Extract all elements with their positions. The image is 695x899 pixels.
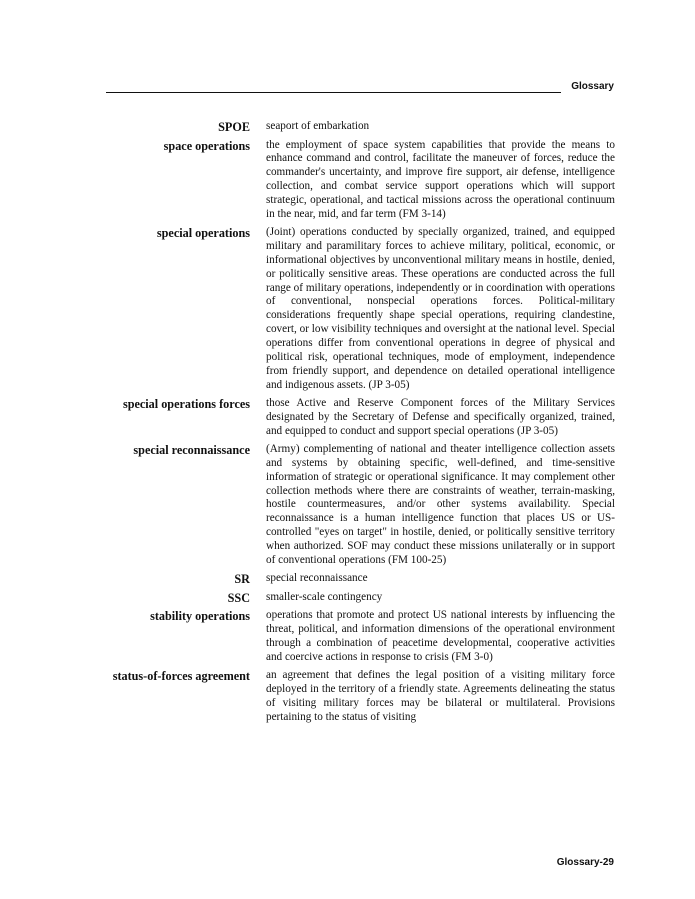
page-number: Glossary-29 [556, 857, 614, 868]
glossary-entry [95, 226, 615, 392]
glossary-term: special reconnaissance [133, 443, 250, 458]
glossary-term: SSC [227, 590, 250, 605]
glossary-entry [95, 443, 615, 568]
glossary-definition: the employment of space system capabilities that provide the means to enhance command and control, facilitate the maneuver of forces, reduce the commander's uncertainty, and improve fire support, air defense, intelligence collection, and combat service support operations which will support strategic, operational, and tactical missions across the operational continuum in the near, mid, and far term (FM 3-14) [266, 138, 615, 220]
glossary-term: stability operations [150, 609, 250, 624]
glossary-term: space operations [163, 138, 250, 153]
glossary-definition: special reconnaissance [266, 572, 368, 585]
glossary-definition: (Joint) operations conducted by specially organized, trained, and equipped military and paramilitary forces to achieve military, political, economic, or informational objectives by unconventional military means in hostile, denied, or politically sensitive areas. These operations are conducted across the full range of military operations, independently or in coordination with operations of conventional, nonspecial operations forces. Political-military considerations frequently shape special operations, requiring clandestine, covert, or low visibility techniques and oversight at the national level. Special operations differ from conventional operations in degree of physical and political risk, operational techniques, mode of employment, independence from friendly support, and dependence on detailed operational intelligence and indigenous assets. (JP 3-05) [266, 226, 615, 391]
header-title: Glossary [571, 81, 614, 92]
glossary-definition: seaport of embarkation [266, 120, 370, 132]
glossary-term: special operations [156, 226, 250, 241]
page-header [106, 80, 614, 94]
glossary-term: SPOE [218, 120, 250, 134]
glossary-entry [95, 139, 615, 222]
glossary-entry [95, 397, 615, 439]
glossary-entry [95, 591, 615, 605]
glossary-term: special operations forces [122, 396, 250, 411]
glossary-definition: those Active and Reserve Component forces of the Military Services designated by the Secretary of Defense and specifically organized, trained, and equipped to conduct and support special operations (JP 3-05) [266, 396, 615, 437]
glossary-entry [95, 669, 615, 724]
glossary-definition: an agreement that defines the legal position of a visiting military force deployed in the territory of a friendly state. Agreements delineating the status of visiting military forces may be bilateral or multilateral. Provisions pertaining to the status of visiting [266, 669, 615, 723]
glossary-term: SR [234, 572, 250, 587]
glossary-entries [95, 120, 615, 729]
header-rule [106, 92, 561, 93]
glossary-definition: (Army) complementing of national and theater intelligence collection assets and systems by obtaining specific, well-defined, and time-sensitive information of strategic or operational significance. It may complement other collection methods where there are constraints of weather, terrain-masking, hostile countermeasures, and/or other systems availability. Special reconnaissance is a human intelligence function that places US or US-controlled "eyes on target" in hostile, denied, or politically sensitive territory when authorized. SOF may conduct these missions unilaterally or in support of conventional operations (FM 100-25) [266, 443, 615, 566]
glossary-entry [95, 572, 615, 586]
glossary-definition: smaller-scale contingency [266, 590, 383, 603]
glossary-definition: operations that promote and protect US national interests by influencing the threat, political, and information dimensions of the operational environment through a combination of peacetime developmental, cooperative activities and coercive actions in response to crisis (FM 3-0) [266, 609, 615, 663]
glossary-entry [95, 120, 615, 134]
glossary-term: status-of-forces agreement [112, 669, 250, 684]
glossary-entry [95, 609, 615, 664]
